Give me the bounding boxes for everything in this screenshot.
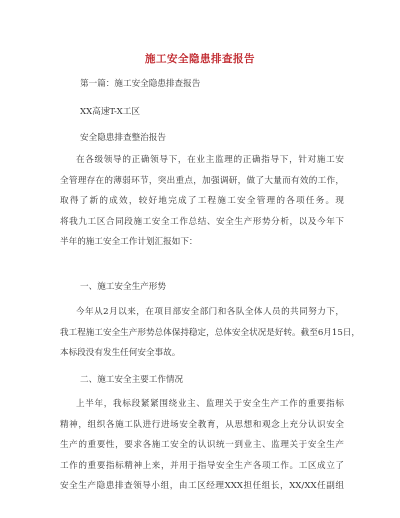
paragraph-line: 生产的重要性，要求各施工安全的认识统一到业主、监理关于安全生产	[60, 440, 344, 450]
paragraph-line: 我工程施工安全生产形势总体保持稳定，总体安全状况是好转。截至6月15日，	[60, 327, 360, 338]
paragraph-line: 安全生产隐患排查领导小组，由工区经理XXX担任组长，XX/XX任副组	[60, 481, 344, 491]
paragraph-line: 今年从2月以来，在项目部安全部门和各队全体人员的共同努力下，	[76, 307, 344, 317]
paragraph-safety-situation	[60, 302, 360, 364]
paragraph-main-work	[60, 394, 344, 497]
paragraph-line: 本标段没有发生任何安全事故。	[60, 348, 181, 358]
chapter-heading: 第一篇：施工安全隐患排查报告	[80, 79, 201, 89]
report-subtitle: 安全隐患排查整治报告	[80, 133, 166, 143]
paragraph-line: 半年的施工安全工作计划汇报如下：	[60, 237, 198, 247]
organization-name: XX高速T-X工区	[80, 107, 140, 117]
paragraph-line: 将我九工区合同段施工安全工作总结、安全生产形势分析，以及今年下	[60, 216, 344, 227]
paragraph-intro	[60, 150, 344, 253]
paragraph-line: 上半年，我标段紧紧围绕业主、监理关于安全生产工作的重要指标	[76, 399, 344, 409]
section-heading-2: 二、施工安全主要工作情况	[80, 375, 184, 385]
paragraph-line: 精神，组织各施工队进行进场安全教育，从思想和观念上充分认识安全	[60, 419, 344, 430]
paragraph-line: 工作的重要指标精神上来，并用于指导安全生产各项工作。工区成立了	[60, 460, 344, 471]
section-heading-1: 一、施工安全生产形势	[80, 282, 166, 292]
paragraph-line: 在各级领导的正确领导下，在业主监理的正确指导下，针对施工安	[76, 155, 344, 165]
paragraph-line: 取得了新的成效，较好地完成了工程施工安全管理的各项任务。现	[60, 196, 344, 206]
paragraph-line: 全管理存在的薄弱环节，突出重点，加强调研，做了大量而有效的工作，	[60, 175, 344, 186]
document-title: 施工安全隐患排查报告	[145, 53, 255, 65]
